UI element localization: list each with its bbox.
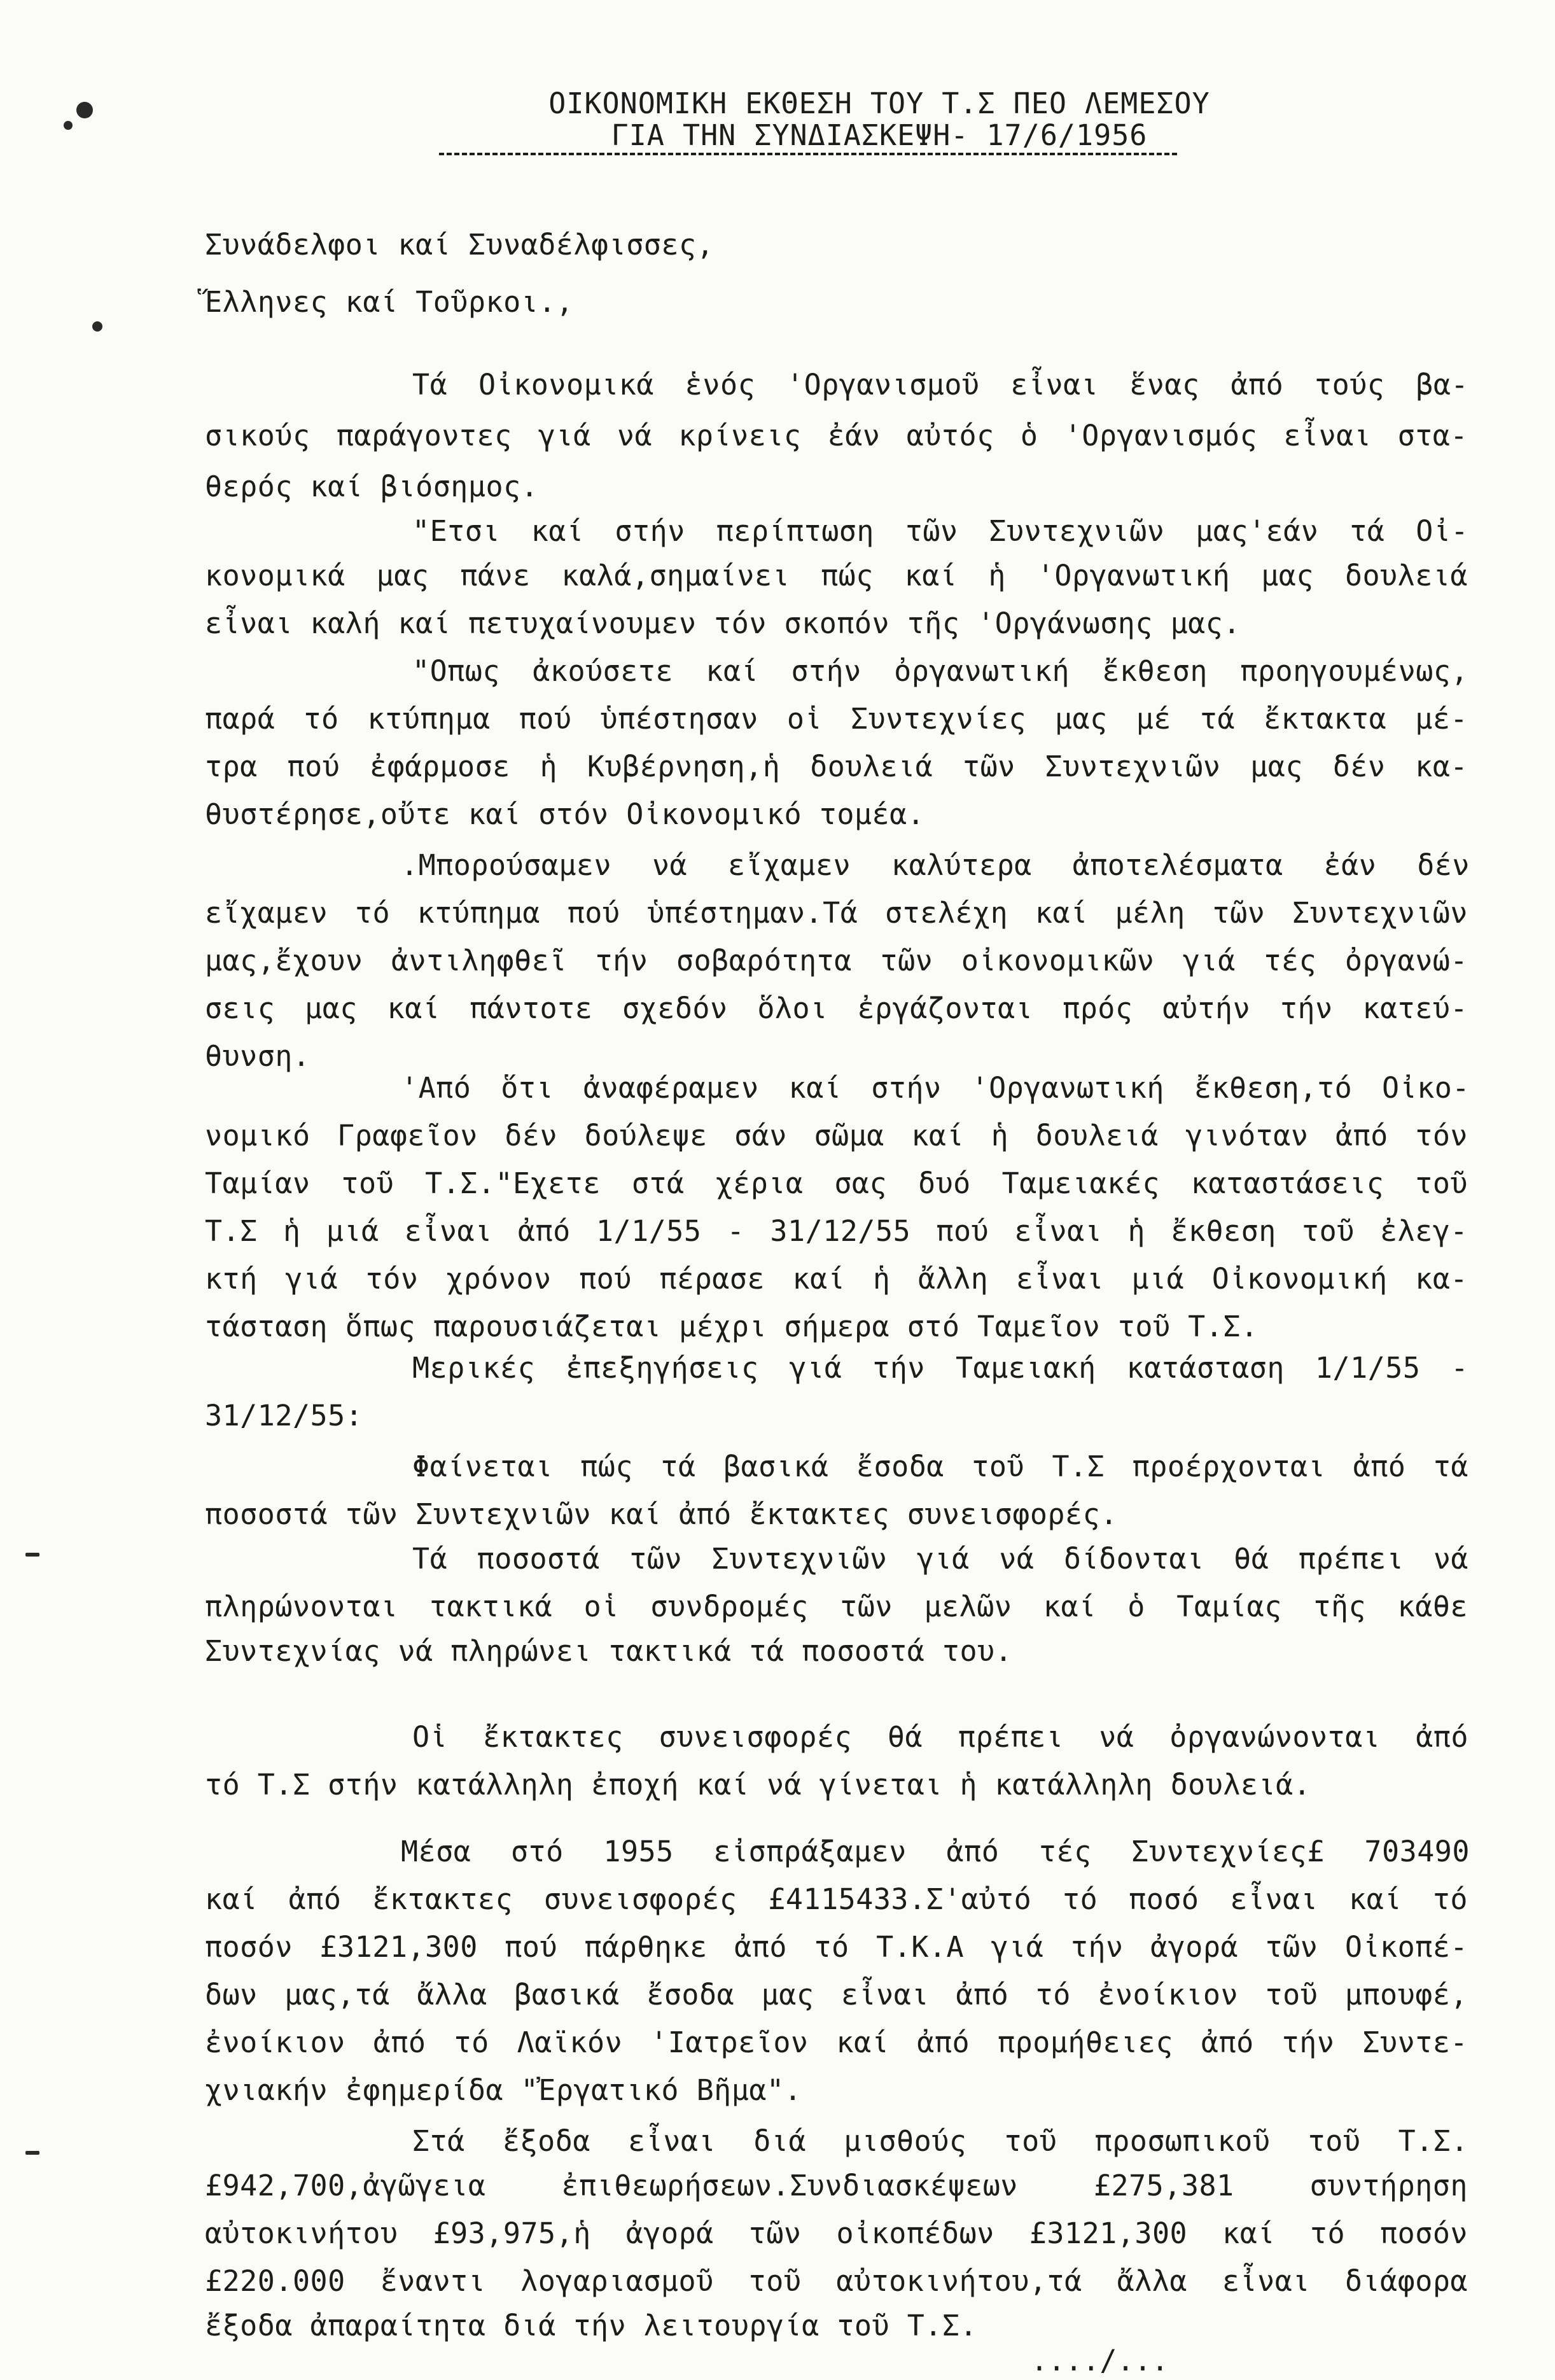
scan-speck bbox=[76, 102, 93, 118]
scan-speck bbox=[92, 321, 102, 332]
body-line: πληρώνονται τακτικά οἱ συνδρομές τῶν μελῶν καί ὁ Ταμίας τῆς κάθε bbox=[205, 1590, 1468, 1623]
body-line: τρα πού ἐφάρμοσε ἡ Κυβέρνηση,ἡ δουλειά τῶν Συντεχνιῶν μας δέν κα- bbox=[205, 750, 1468, 783]
body-line: ἔξοδα ἀπαραίτητα διά τήν λειτουργία τοῦ Τ.Σ. bbox=[205, 2309, 978, 2342]
body-line: τό Τ.Σ στήν κατάλληλη ἐποχή καί νά γίνεται ἡ κατάλληλη δουλειά. bbox=[205, 1768, 1311, 1802]
scan-speck bbox=[25, 2151, 39, 2155]
body-line: δων μας,τά ἄλλα βασικά ἔσοδα μας εἶναι ἀπό τό ἐνοίκιον τοῦ μπουφέ, bbox=[205, 1978, 1468, 2012]
body-line: Μερικές ἐπεξηγήσεις γιά τήν Ταμειακή κατάσταση 1/1/55 - bbox=[412, 1351, 1468, 1385]
body-line: £942,700,ἀγῶγεια ἐπιθεωρήσεων.Συνδιασκέψεων £275,381 συντήρηση bbox=[205, 2169, 1468, 2202]
greeting-line: Ἕλληνες καί Τοῦρκοι., bbox=[205, 285, 574, 319]
body-line: σεις μας καί πάντοτε σχεδόν ὅλοι ἐργάζονται πρός αὐτήν τήν κατεύ- bbox=[205, 991, 1468, 1025]
body-line: "Οπως ἀκούσετε καί στήν ὀργανωτική ἔκθεση προηγουμένως, bbox=[412, 654, 1468, 688]
body-line: αὐτοκινήτου £93,975,ἡ ἀγορά τῶν οἰκοπέδων £3121,300 καί τό ποσόν bbox=[205, 2216, 1468, 2250]
body-line: σικούς παράγοντες γιά νά κρίνεις ἐάν αὐτός ὁ 'Οργανισμός εἶναι στα- bbox=[205, 419, 1468, 452]
body-line: "Ετσι καί στήν περίπτωση τῶν Συντεχνιῶν μας'εάν τά Οἰ- bbox=[412, 514, 1468, 548]
body-line: κτή γιά τόν χρόνον πού πέρασε καί ἡ ἄλλη εἶναι μιά Οἰκονομική κα- bbox=[205, 1262, 1468, 1296]
body-line: Τ.Σ ἡ μιά εἶναι ἀπό 1/1/55 - 31/12/55 πού εἶναι ἡ ἔκθεση τοῦ ἐλεγ- bbox=[205, 1214, 1468, 1248]
body-line: Στά ἔξοδα εἶναι διά μισθούς τοῦ προσωπικοῦ τοῦ Τ.Σ. bbox=[412, 2124, 1468, 2158]
body-line: θυστέρησε,οὔτε καί στόν Οἰκονομικό τομέα. bbox=[205, 797, 925, 831]
title-underline bbox=[439, 153, 1177, 155]
body-line: .Μπορούσαμεν νά εἴχαμεν καλύτερα ἀποτελέσματα ἐάν δέν bbox=[401, 848, 1470, 882]
body-line: Τά Οἰκονομικά ἑνός 'Οργανισμοῦ εἶναι ἕνας ἀπό τούς βα- bbox=[412, 368, 1468, 402]
body-line: νομικό Γραφεῖον δέν δούλεψε σάν σῶμα καί ἡ δουλειά γινόταν ἀπό τόν bbox=[205, 1119, 1468, 1152]
body-line: ἐνοίκιον ἀπό τό Λαϊκόν 'Ιατρεῖον καί ἀπό προμήθειες ἀπό τήν Συντε- bbox=[205, 2026, 1468, 2059]
document-title-line-1: ΟΙΚΟΝΟΜΙΚΗ ΕΚΘΕΣΗ ΤΟΥ Τ.Σ ΠΕΟ ΛΕΜΕΣΟΥ bbox=[548, 87, 1210, 120]
body-line: τάσταση ὅπως παρουσιάζεται μέχρι σήμερα στό Ταμεῖον τοῦ Τ.Σ. bbox=[205, 1310, 1259, 1343]
body-line: Τά ποσοστά τῶν Συντεχνιῶν γιά νά δίδονται θά πρέπει νά bbox=[412, 1542, 1468, 1576]
body-line: Οἱ ἔκτακτες συνεισφορές θά πρέπει νά ὀργανώνονται ἀπό bbox=[412, 1720, 1468, 1754]
scan-speck bbox=[64, 121, 73, 130]
body-line: θυνση. bbox=[205, 1039, 310, 1073]
body-line: £220.000 ἔναντι λογαριασμοῦ τοῦ αὐτοκινήτου,τά ἄλλα εἶναι διάφορα bbox=[205, 2264, 1468, 2298]
body-line: εἴχαμεν τό κτύπημα πού ὑπέστημαν.Τά στελέχη καί μέλη τῶν Συντεχνιῶν bbox=[205, 896, 1468, 930]
body-line: Ταμίαν τοῦ Τ.Σ."Εχετε στά χέρια σας δυό Ταμειακές καταστάσεις τοῦ bbox=[205, 1166, 1468, 1200]
body-line: Συντεχνίας νά πληρώνει τακτικά τά ποσοστά του. bbox=[205, 1634, 1013, 1668]
continuation-marker: ..../... bbox=[1031, 2344, 1169, 2377]
body-line: 'Από ὅτι ἀναφέραμεν καί στήν 'Οργανωτική ἔκθεση,τό Οἰκο- bbox=[401, 1071, 1470, 1105]
body-line: χνιακήν ἐφημερίδα "Ἐργατικό Βῆμα". bbox=[205, 2073, 802, 2107]
document-title-line-2: ΓΙΑ ΤΗΝ ΣΥΝΔΙΑΣΚΕΨΗ- 17/6/1956 bbox=[611, 118, 1148, 152]
body-line: Μέσα στό 1955 εἰσπράξαμεν ἀπό τές Συντεχνίες£ 703490 bbox=[401, 1835, 1470, 1868]
greeting-line: Συνάδελφοι καί Συναδέλφισσες, bbox=[205, 228, 715, 262]
body-line: 31/12/55: bbox=[205, 1399, 363, 1432]
body-line: Φαίνεται πώς τά βασικά ἔσοδα τοῦ Τ.Σ προέρχονται ἀπό τά bbox=[412, 1450, 1468, 1483]
body-line: ποσόν £3121,300 πού πάρθηκε ἀπό τό Τ.Κ.Α γιά τήν ἀγορά τῶν Οἰκοπέ- bbox=[205, 1930, 1468, 1964]
body-line: θερός καί βιόσημος. bbox=[205, 470, 539, 503]
body-line: εἶναι καλή καί πετυχαίνουμεν τόν σκοπόν τῆς 'Οργάνωσης μας. bbox=[205, 606, 1241, 640]
body-line: μας,ἔχουν ἀντιληφθεῖ τήν σοβαρότητα τῶν οἰκονομικῶν γιά τές ὀργανώ- bbox=[205, 944, 1468, 977]
body-line: ποσοστά τῶν Συντεχνιῶν καί ἀπό ἔκτακτες συνεισφορές. bbox=[205, 1497, 1118, 1531]
body-line: παρά τό κτύπημα πού ὑπέστησαν οἱ Συντεχνίες μας μέ τά ἔκτακτα μέ- bbox=[205, 702, 1468, 736]
scan-speck bbox=[25, 1553, 39, 1557]
body-line: κονομικά μας πάνε καλά,σημαίνει πώς καί ἡ 'Οργανωτική μας δουλειά bbox=[205, 559, 1468, 592]
body-line: καί ἀπό ἔκτακτες συνεισφορές £4115433.Σ'αὐτό τό ποσό εἶναι καί τό bbox=[205, 1882, 1468, 1916]
